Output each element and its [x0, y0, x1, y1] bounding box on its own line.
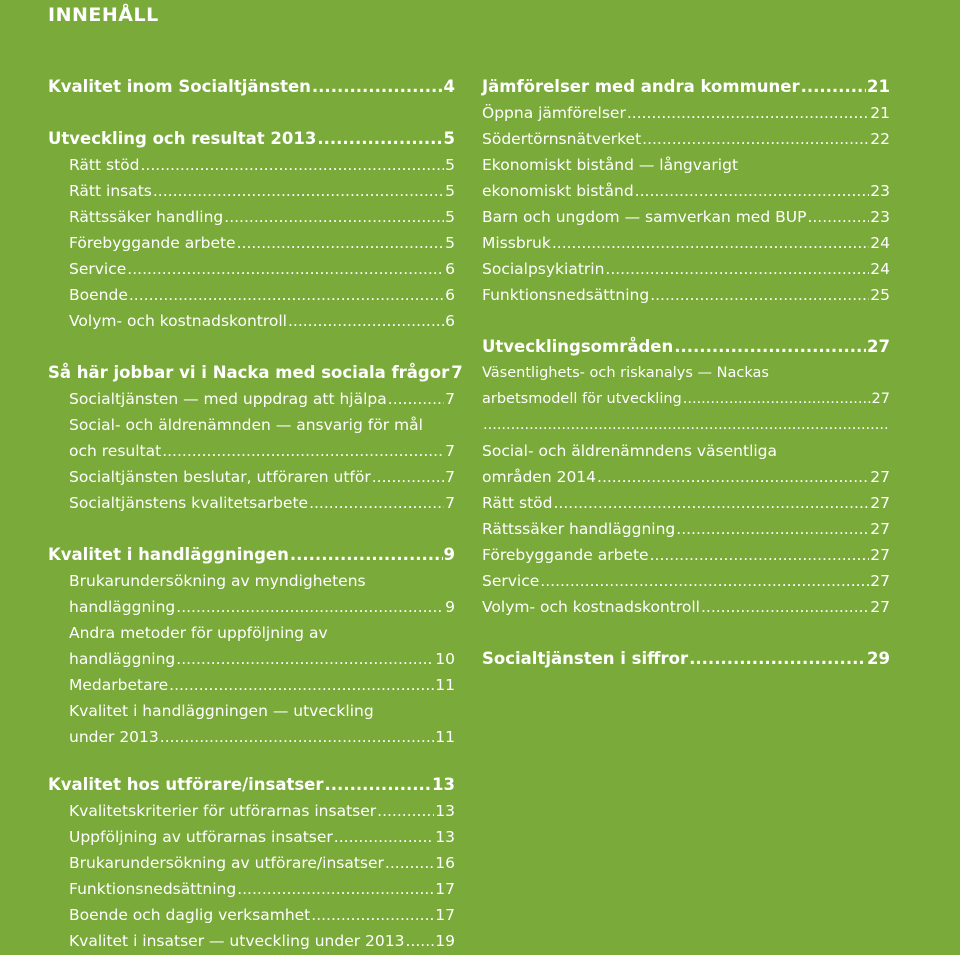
- toc-page: 27: [867, 337, 890, 356]
- toc-page: 17: [435, 880, 455, 898]
- toc-label: Funktionsnedsättning: [69, 880, 237, 898]
- toc-leader-line: [482, 412, 890, 438]
- toc-page: 6: [445, 260, 455, 278]
- toc-label: Rätt insats: [69, 182, 152, 200]
- toc-page: 7: [451, 363, 463, 382]
- toc-leader: [540, 568, 869, 594]
- toc-item[interactable]: [48, 386, 455, 412]
- toc-page: 13: [435, 802, 455, 820]
- toc-page: 24: [870, 260, 890, 278]
- toc-leader: [290, 542, 443, 568]
- toc-leader: [160, 724, 434, 750]
- toc-item[interactable]: [48, 308, 455, 334]
- toc-heading[interactable]: [48, 542, 455, 568]
- toc-page: 9: [443, 545, 455, 564]
- toc-item[interactable]: [48, 672, 455, 698]
- toc-right-column: [482, 74, 890, 672]
- toc-leader: [553, 490, 869, 516]
- toc-label: Väsentlighets- och riskanalys — Nackas: [482, 365, 769, 381]
- toc-leader: [237, 876, 434, 902]
- toc-leader: [674, 334, 866, 360]
- toc-leader: [317, 126, 442, 152]
- toc-label: Barn och ungdom — samverkan med BUP: [482, 208, 807, 226]
- toc-item[interactable]: [482, 594, 890, 620]
- toc-label: Utvecklingsområden: [482, 337, 674, 356]
- toc-item[interactable]: [48, 724, 455, 750]
- toc-label: Socialtjänsten beslutar, utföraren utför: [69, 468, 371, 486]
- toc-item[interactable]: [48, 152, 455, 178]
- toc-item[interactable]: [48, 928, 455, 954]
- toc-label: Rättssäker handläggning: [482, 520, 676, 538]
- toc-leader: [388, 386, 444, 412]
- toc-page: 13: [432, 775, 455, 794]
- toc-item[interactable]: [482, 204, 890, 230]
- toc-page: 10: [435, 650, 455, 668]
- toc-item[interactable]: [48, 646, 455, 672]
- toc-label: Missbruk: [482, 234, 551, 252]
- toc-leader: [309, 490, 444, 516]
- toc-leader: [162, 438, 444, 464]
- toc-leader: [140, 152, 444, 178]
- toc-item[interactable]: [482, 126, 890, 152]
- toc-label: handläggning: [69, 650, 176, 668]
- toc-page: 27: [870, 546, 890, 564]
- toc-leader: [406, 928, 435, 954]
- toc-item[interactable]: [482, 100, 890, 126]
- toc-item[interactable]: [482, 282, 890, 308]
- toc-label: och resultat: [69, 442, 162, 460]
- toc-label: Kvalitet inom Socialtjänsten: [48, 77, 311, 96]
- toc-page: 25: [870, 286, 890, 304]
- toc-leader: [650, 542, 870, 568]
- toc-leader: [807, 204, 869, 230]
- toc-label: Volym- och kostnadskontroll: [69, 312, 287, 330]
- toc-leader: [372, 464, 444, 490]
- toc-label: handläggning: [69, 598, 176, 616]
- toc-leader: [127, 256, 444, 282]
- toc-leader: [650, 282, 869, 308]
- toc-item-line[interactable]: [48, 568, 455, 594]
- toc-item[interactable]: [48, 594, 455, 620]
- toc-heading[interactable]: [48, 74, 455, 100]
- toc-page: 5: [445, 234, 455, 252]
- toc-page: 7: [445, 494, 455, 512]
- toc-label: Socialtjänstens kvalitetsarbete: [69, 494, 309, 512]
- toc-page: 29: [867, 649, 890, 668]
- toc-page: 7: [445, 468, 455, 486]
- toc-leader: [385, 850, 434, 876]
- toc-page: 5: [445, 182, 455, 200]
- toc-page: 5: [445, 156, 455, 174]
- toc-item[interactable]: [482, 542, 890, 568]
- toc-page: 17: [435, 906, 455, 924]
- toc-bottom-block: [48, 772, 455, 954]
- toc-item[interactable]: [48, 178, 455, 204]
- toc-leader: [683, 386, 871, 412]
- toc-label: Rätt stöd: [69, 156, 140, 174]
- toc-heading[interactable]: [482, 74, 890, 100]
- toc-leader: [627, 100, 869, 126]
- toc-leader: [605, 256, 869, 282]
- toc-leader: [288, 308, 444, 334]
- toc-item[interactable]: [48, 824, 455, 850]
- toc-label: under 2013: [69, 728, 159, 746]
- toc-label: Kvalitet i handläggningen — utveckling: [69, 702, 374, 720]
- toc-page: 27: [871, 391, 890, 407]
- toc-page: 21: [867, 77, 890, 96]
- toc-label: Service: [69, 260, 127, 278]
- toc-page: 9: [445, 598, 455, 616]
- toc-label: Kvalitetskriterier för utförarnas insatser: [69, 802, 377, 820]
- toc-page: 27: [870, 468, 890, 486]
- toc-leader: [689, 646, 866, 672]
- toc-label: Öppna jämförelser: [482, 104, 626, 122]
- toc-leader: [334, 824, 434, 850]
- toc-page: 23: [870, 208, 890, 226]
- toc-leader: [237, 230, 445, 256]
- toc-heading[interactable]: [48, 360, 463, 386]
- toc-heading[interactable]: [48, 772, 455, 798]
- toc-item[interactable]: [482, 464, 890, 490]
- toc-label: Andra metoder för uppföljning av: [69, 624, 328, 642]
- toc-heading[interactable]: [48, 126, 455, 152]
- toc-leader: [552, 230, 869, 256]
- toc-item[interactable]: [48, 490, 455, 516]
- toc-item-line[interactable]: [48, 620, 455, 646]
- toc-leader: [312, 74, 443, 100]
- page-title: INNEHÅLL: [48, 4, 159, 26]
- toc-label: Service: [482, 572, 540, 590]
- toc-label: ekonomiskt bistånd: [482, 182, 634, 200]
- toc-label: Brukarundersökning av myndighetens: [69, 572, 366, 590]
- toc-page: 5: [445, 208, 455, 226]
- toc-label: Jämförelser med andra kommuner: [482, 77, 800, 96]
- toc-label: Volym- och kostnadskontroll: [482, 598, 700, 616]
- toc-page: 27: [870, 520, 890, 538]
- toc-label: Socialtjänsten i siffror: [482, 649, 689, 668]
- toc-heading[interactable]: [482, 334, 890, 360]
- toc-label: Södertörnsnätverket: [482, 130, 642, 148]
- toc-page: 4: [443, 77, 455, 96]
- toc-page: 13: [435, 828, 455, 846]
- toc-page: 27: [870, 598, 890, 616]
- toc-item[interactable]: [482, 386, 890, 412]
- toc-item[interactable]: [48, 282, 455, 308]
- toc-label: Socialtjänsten — med uppdrag att hjälpa: [69, 390, 387, 408]
- toc-leader: [129, 282, 444, 308]
- toc-page: 24: [870, 234, 890, 252]
- toc-leader: [377, 798, 434, 824]
- toc-leader: [176, 646, 434, 672]
- toc-item[interactable]: [482, 230, 890, 256]
- toc-item[interactable]: [482, 568, 890, 594]
- toc-page: 22: [870, 130, 890, 148]
- toc-page: 27: [870, 494, 890, 512]
- toc-leader: [325, 772, 432, 798]
- toc-leader: [169, 672, 434, 698]
- toc-item[interactable]: [482, 178, 890, 204]
- toc-label: Brukarundersökning av utförare/insatser: [69, 854, 384, 872]
- toc-item-line[interactable]: [482, 438, 890, 464]
- toc-item[interactable]: [48, 876, 455, 902]
- toc-leader: [597, 464, 869, 490]
- toc-item[interactable]: [482, 490, 890, 516]
- toc-item[interactable]: [48, 850, 455, 876]
- toc-page: 11: [435, 676, 455, 694]
- toc-left-column: [48, 74, 463, 750]
- toc-label: Kvalitet i handläggningen: [48, 545, 289, 564]
- toc-page: 6: [445, 312, 455, 330]
- toc-leader: [224, 204, 444, 230]
- toc-label: Utveckling och resultat 2013: [48, 129, 317, 148]
- toc-item[interactable]: [48, 798, 455, 824]
- toc-leader: [642, 126, 869, 152]
- toc-item[interactable]: [48, 204, 455, 230]
- toc-label: Social- och äldrenämndens väsentliga: [482, 442, 778, 460]
- toc-page: 16: [435, 854, 455, 872]
- toc-page: 5: [443, 129, 455, 148]
- toc-label: Ekonomiskt bistånd — långvarigt: [482, 156, 739, 174]
- toc-label: arbetsmodell för utveckling: [482, 391, 682, 407]
- toc-label: Så här jobbar vi i Nacka med sociala frågor: [48, 363, 450, 382]
- toc-page: 7: [445, 390, 455, 408]
- toc-item[interactable]: [482, 256, 890, 282]
- toc-label: Förebyggande arbete: [482, 546, 649, 564]
- toc-label: Förebyggande arbete: [69, 234, 236, 252]
- toc-leader: [635, 178, 870, 204]
- toc-page: 6: [445, 286, 455, 304]
- toc-leader: [153, 178, 444, 204]
- toc-label: Funktionsnedsättning: [482, 286, 650, 304]
- toc-page: 19: [435, 932, 455, 950]
- toc-leader: [676, 516, 869, 542]
- toc-item[interactable]: [48, 464, 455, 490]
- toc-leader: [176, 594, 444, 620]
- toc-leader: [311, 902, 434, 928]
- toc-page: 21: [870, 104, 890, 122]
- toc-leader: [701, 594, 869, 620]
- toc-label: Rättssäker handling: [69, 208, 224, 226]
- toc-item[interactable]: [48, 230, 455, 256]
- toc-label: områden 2014: [482, 468, 597, 486]
- toc-page: 27: [870, 572, 890, 590]
- toc-page: 23: [870, 182, 890, 200]
- toc-item-line[interactable]: [482, 360, 890, 386]
- toc-item[interactable]: [482, 516, 890, 542]
- toc-label: Rätt stöd: [482, 494, 553, 512]
- toc-label: Medarbetare: [69, 676, 169, 694]
- toc-label: Boende och daglig verksamhet: [69, 906, 311, 924]
- toc-label: Social- och äldrenämnden — ansvarig för mål: [69, 416, 423, 434]
- toc-page: 11: [435, 728, 455, 746]
- toc-item[interactable]: [48, 256, 455, 282]
- toc-label: Kvalitet i insatser — utveckling under 2013: [69, 932, 405, 950]
- toc-label: Kvalitet hos utförare/insatser: [48, 775, 324, 794]
- toc-item-line[interactable]: [48, 412, 455, 438]
- toc-label: Boende: [69, 286, 128, 304]
- toc-page: 7: [445, 442, 455, 460]
- toc-label: Uppföljning av utförarnas insatser: [69, 828, 333, 846]
- toc-item-line[interactable]: [482, 152, 890, 178]
- toc-label: Socialpsykiatrin: [482, 260, 605, 278]
- toc-item[interactable]: [48, 438, 455, 464]
- toc-item-line[interactable]: [48, 698, 455, 724]
- toc-heading[interactable]: [482, 646, 890, 672]
- toc-item[interactable]: [48, 902, 455, 928]
- toc-leader: [801, 74, 866, 100]
- toc-leader: [483, 412, 889, 438]
